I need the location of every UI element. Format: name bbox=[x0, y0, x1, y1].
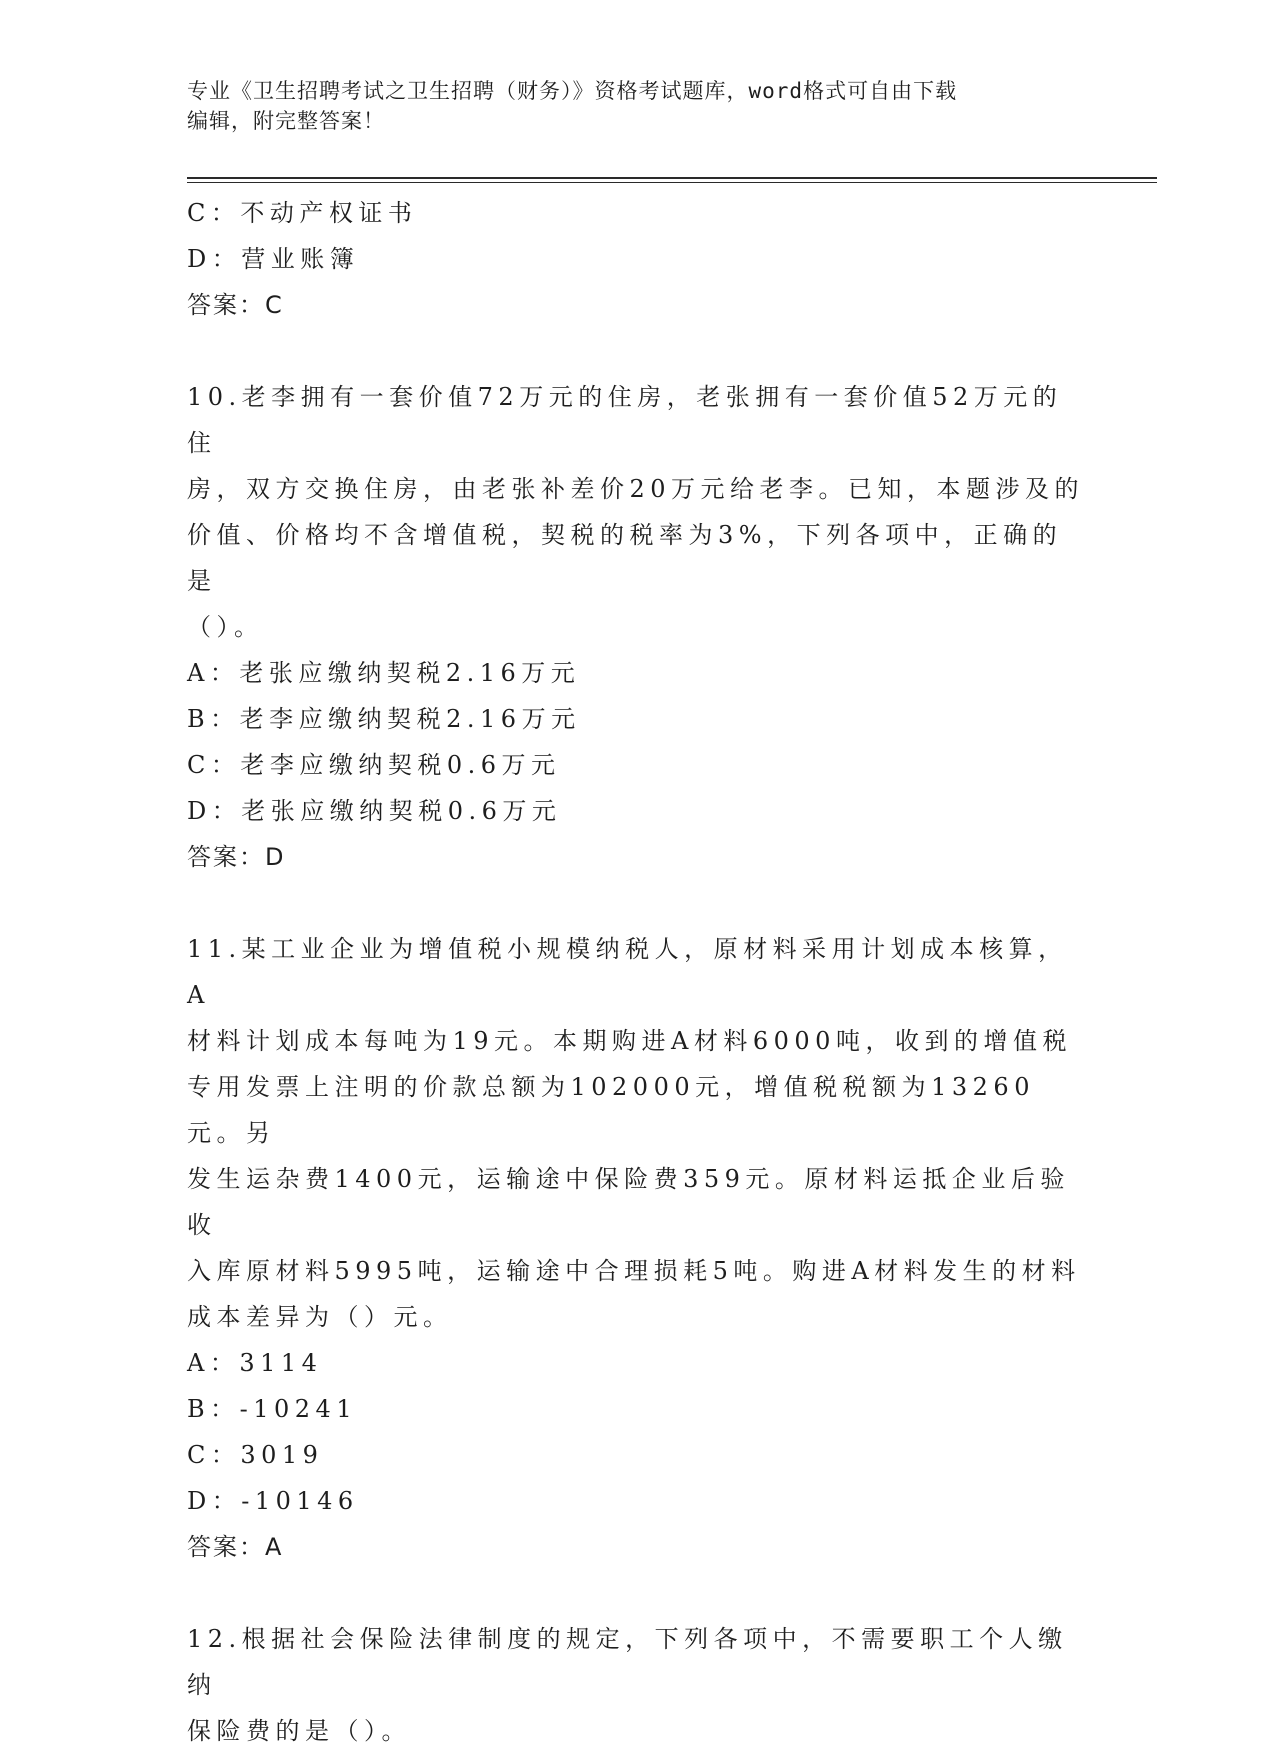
header-divider-thin bbox=[187, 182, 1157, 183]
q12-stem-line-1: 12.根据社会保险法律制度的规定，下列各项中，不需要职工个人缴纳 bbox=[187, 1625, 1068, 1699]
q10-stem-line-4: （）。 bbox=[187, 613, 264, 641]
q10-stem-line-1: 10.老李拥有一套价值72万元的住房，老张拥有一套价值52万元的住 bbox=[187, 383, 1063, 457]
q10-option-b: B：老李应缴纳契税2.16万元 bbox=[187, 705, 581, 733]
q11-option-b: B：-10241 bbox=[187, 1395, 358, 1423]
q11-stem-line-5: 入库原材料5995吨，运输途中合理损耗5吨。购进A材料发生的材料 bbox=[187, 1257, 1081, 1285]
q11-stem-line-4: 发生运杂费1400元，运输途中保险费359元。原材料运抵企业后验收 bbox=[187, 1165, 1070, 1239]
q10-option-a: A：老张应缴纳契税2.16万元 bbox=[187, 659, 581, 687]
q9-option-d: D：营业账簿 bbox=[187, 245, 360, 273]
q11-stem-line-3: 专用发票上注明的价款总额为102000元，增值税税额为13260元。另 bbox=[187, 1073, 1035, 1147]
q11-option-d: D：-10146 bbox=[187, 1487, 359, 1515]
q12-stem-line-2: 保险费的是（）。 bbox=[187, 1717, 411, 1745]
q9-option-c: C：不动产权证书 bbox=[187, 199, 418, 227]
header-divider-thick bbox=[187, 177, 1157, 179]
q10-answer: 答案：D bbox=[187, 843, 286, 871]
q10-option-d: D：老张应缴纳契税0.6万元 bbox=[187, 797, 562, 825]
q9-answer: 答案：C bbox=[187, 291, 284, 319]
q10-stem-line-3: 价值、价格均不含增值税，契税的税率为3%，下列各项中，正确的是 bbox=[187, 521, 1063, 595]
document-header bbox=[187, 76, 1087, 136]
q11-stem-line-2: 材料计划成本每吨为19元。本期购进A材料6000吨，收到的增值税 bbox=[187, 1027, 1072, 1055]
q11-option-c: C：3019 bbox=[187, 1441, 324, 1469]
q10-option-c: C：老李应缴纳契税0.6万元 bbox=[187, 751, 561, 779]
header-line-2: 编辑，附完整答案！ bbox=[187, 109, 385, 133]
document-body bbox=[187, 190, 1087, 1754]
q11-stem-line-1: 11.某工业企业为增值税小规模纳税人，原材料采用计划成本核算，A bbox=[187, 935, 1068, 1009]
header-line-1: 专业《卫生招聘考试之卫生招聘（财务）》资格考试题库，word格式可自由下载 bbox=[187, 79, 958, 103]
q11-option-a: A：3114 bbox=[187, 1349, 323, 1377]
q11-stem-line-6: 成本差异为（）元。 bbox=[187, 1303, 453, 1331]
q10-stem-line-2: 房，双方交换住房，由老张补差价20万元给老李。已知，本题涉及的 bbox=[187, 475, 1085, 503]
q11-answer: 答案：A bbox=[187, 1533, 284, 1561]
